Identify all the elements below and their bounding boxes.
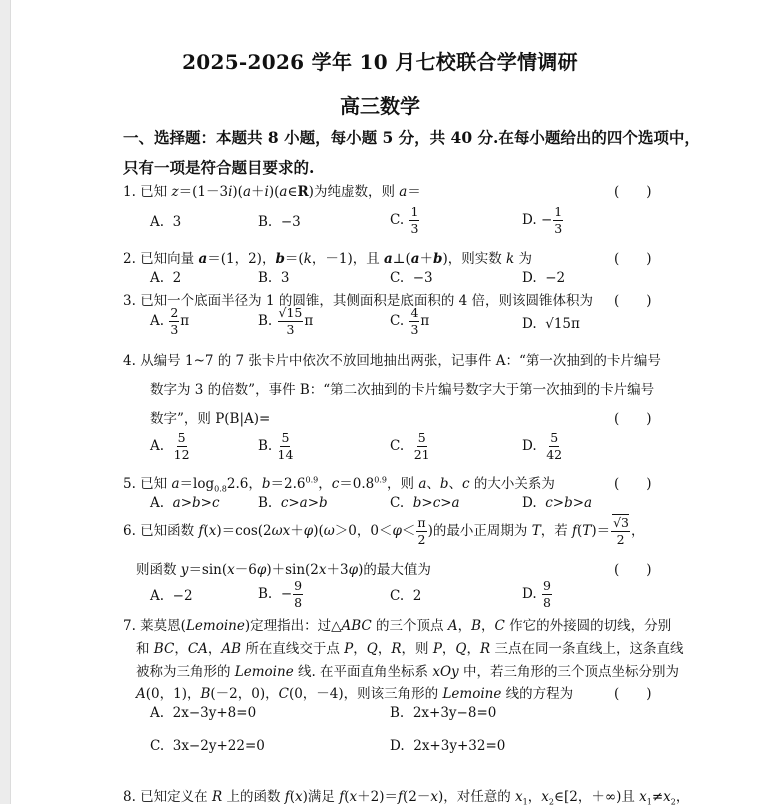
section-instructions-line1: 一、选择题：本题共 8 小题，每小题 5 分，共 40 分.在每小题给出的四个选项中， [123, 128, 700, 147]
option-a[interactable]: A. $\frac{5}{12}$ [150, 430, 190, 462]
option-c[interactable]: C. 2 [390, 588, 422, 604]
question-7-line2: 和 BC，CA，AB 所在直线交于点 P，Q，R，则 P，Q，R 三点在同一条直线上，这条直线 [136, 641, 684, 657]
option-d[interactable]: D. c>b>a [522, 495, 593, 511]
option-b[interactable]: B. $\frac{√15}{3}$ π [258, 305, 314, 337]
option-d[interactable]: D. $\frac{9}{8}$ [522, 578, 551, 610]
question-7-line3: 被称为三角形的 Lemoine 线. 在平面直角坐标系 xOy 中，若三角形的三个顶点坐标分别为 [136, 664, 679, 680]
option-c[interactable]: C. b>c>a [390, 495, 460, 511]
option-b[interactable]: B. −3 [258, 214, 301, 230]
question-6-line2: 则函数 y＝sin(x－6φ)＋sin(2x＋3φ)的最大值为 [136, 562, 431, 578]
question-4-line2: 数字为 3 的倍数”，事件 B：“第二次抽到的卡片编号数字大于第一次抽到的卡片编号 [150, 382, 655, 398]
option-d[interactable]: D. 2x+3y+32=0 [390, 738, 506, 754]
option-d[interactable]: D. $\frac{5}{42}$ [522, 430, 563, 462]
option-b[interactable]: B. $\frac{5}{14}$ [258, 430, 294, 462]
option-d[interactable]: D. −2 [522, 270, 566, 286]
answer-blank: ( ) [614, 686, 652, 702]
option-a[interactable]: A. −2 [150, 588, 193, 604]
answer-blank: ( ) [614, 476, 652, 492]
section-instructions-line2: 只有一项是符合题目要求的. [123, 158, 315, 177]
option-c[interactable]: C. $\frac{4}{3}$ π [390, 305, 430, 337]
exam-subject: 高三数学 [340, 94, 420, 118]
question-2: 2. 已知向量 a＝(1，2)，b＝(k，－1)，且 a⊥(a＋b)，则实数 k 为 [123, 251, 532, 267]
option-d[interactable]: D. √15π [522, 316, 580, 332]
question-7-line1: 7. 莱莫恩(Lemoine)定理指出：过△ABC 的三个顶点 A，B，C 作它的外接圆的切线，分别 [123, 618, 672, 634]
option-c[interactable]: C. −3 [390, 270, 433, 286]
exam-title: 2025-2026 学年 10 月七校联合学情调研 [182, 50, 578, 74]
option-c[interactable]: C. $\frac{1}{3}$ [390, 204, 419, 236]
option-b[interactable]: B. 3 [258, 270, 290, 286]
question-7-line4: A(0，1)，B(－2，0)，C(0，－4)，则该三角形的 Lemoine 线的方程为 [136, 686, 574, 702]
question-1: 1. 已知 z＝(1－3i)(a＋i)(a∈R)为纯虚数，则 a＝ [123, 184, 421, 200]
option-d[interactable]: D. − $\frac{1}{3}$ [522, 204, 563, 236]
option-a[interactable]: A. 2 [150, 270, 182, 286]
option-a[interactable]: A. a>b>c [150, 495, 220, 511]
question-8-line1: 8. 已知定义在 R 上的函数 f(x)满足 f(x＋2)＝f(2－x)，对任意的 $x_1$，$x_2\in[2$，＋∞)且 $x_1\ne x_2$， [123, 789, 690, 807]
option-a[interactable]: A. $\frac{2}{3}$ π [150, 305, 190, 337]
answer-blank: ( ) [614, 184, 652, 200]
question-4-line3: 数字”，则 P(B|A)= [150, 411, 271, 427]
page-gutter [0, 0, 11, 804]
option-a[interactable]: A. 3 [150, 214, 182, 230]
option-b[interactable]: B. − $\frac{9}{8}$ [258, 578, 303, 610]
question-3: 3. 已知一个底面半径为 1 的圆锥，其侧面积是底面积的 4 倍，则该圆锥体积为 [123, 293, 594, 309]
answer-blank: ( ) [614, 562, 652, 578]
question-5: 5. 已知 $a=\log_{0.8}2.6$，$b=2.6^{0.9}$，$c=0.8^{0.9}$，则 a、b、c 的大小关系为 [123, 475, 555, 494]
option-a[interactable]: A. 2x−3y+8=0 [150, 705, 257, 721]
option-b[interactable]: B. 2x+3y−8=0 [390, 705, 497, 721]
answer-blank: ( ) [614, 251, 652, 267]
option-c[interactable]: C. 3x−2y+22=0 [150, 738, 265, 754]
option-c[interactable]: C. $\frac{5}{21}$ [390, 430, 430, 462]
question-6-line1: 6. 已知函数 f(x)＝cos(2ωx＋φ)(ω＞0，0＜φ＜ $\frac{\pi}{2}$ )的最小正周期为 T，若 f(T)＝ $\frac{√3}{2}$ ， [123, 515, 645, 547]
answer-blank: ( ) [614, 411, 652, 427]
answer-blank: ( ) [614, 293, 652, 309]
option-b[interactable]: B. c>a>b [258, 495, 328, 511]
question-number: 1. [123, 184, 136, 200]
question-4-line1: 4. 从编号 1~7 的 7 张卡片中依次不放回地抽出两张，记事件 A：“第一次抽到的卡片编号 [123, 353, 661, 369]
